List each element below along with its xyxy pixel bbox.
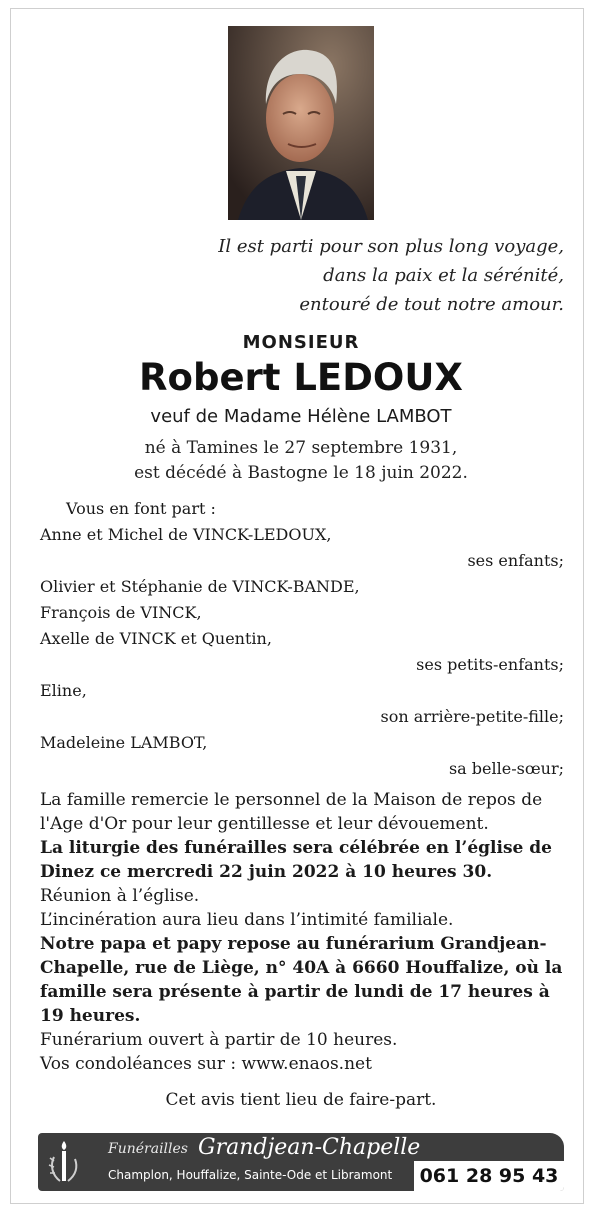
funerarium-paragraph: Notre papa et papy repose au funérarium Grandjean-Chapelle, rue de Liège, n° 40A à 6660 Houffalize, où la famille sera présente à partir de lundi de 17 heures à 19 heures.	[40, 934, 563, 1026]
family-member: Axelle de VINCK et Quentin,	[40, 629, 272, 648]
family-member: François de VINCK,	[40, 603, 202, 622]
family-member: Anne et Michel de VINCK-LEDOUX,	[40, 525, 332, 544]
meeting-paragraph: Réunion à l’église.	[40, 886, 200, 906]
death-line: est décédé à Bastogne le 18 juin 2022.	[134, 463, 468, 483]
widower-line: veuf de Madame Hélène LAMBOT	[150, 406, 452, 427]
family-relation: ses enfants;	[467, 551, 564, 570]
funeral-paragraph: La liturgie des funérailles sera célébrée en l’église de Dinez ce mercredi 22 juin 2022 à 10 heures 30.	[40, 838, 552, 882]
family-member: Eline,	[40, 681, 87, 700]
honorific: MONSIEUR	[242, 332, 360, 353]
thanks-paragraph: La famille remercie le personnel de la Maison de repos de l'Age d'Or pour leur gentillesse et leur dévouement.	[40, 790, 543, 834]
candle-wheat-icon	[46, 1139, 82, 1185]
phone-number: 061 28 95 43	[414, 1161, 564, 1191]
opening-paragraph: Funérarium ouvert à partir de 10 heures.	[40, 1030, 398, 1050]
condolences-paragraph: Vos condoléances sur : www.enaos.net	[40, 1054, 372, 1074]
funeral-home-banner	[38, 1133, 564, 1191]
memorial-quote	[218, 232, 564, 319]
closing-note: Cet avis tient lieu de faire-part.	[165, 1090, 437, 1110]
quote-line: dans la paix et la sérénité,	[323, 265, 564, 286]
cremation-paragraph: L’incinération aura lieu dans l’intimité familiale.	[40, 910, 454, 930]
family-member: Olivier et Stéphanie de VINCK-BANDE,	[40, 577, 360, 596]
family-relation: sa belle-sœur;	[448, 759, 564, 778]
brand-name: Grandjean-Chapelle	[198, 1135, 421, 1160]
family-intro: Vous en font part :	[66, 499, 216, 518]
locations: Champlon, Houffalize, Sainte-Ode et Libramont	[108, 1168, 393, 1182]
family-relation: ses petits-enfants;	[416, 655, 564, 674]
brand-prefix: Funérailles	[108, 1141, 188, 1157]
family-member: Madeleine LAMBOT,	[40, 733, 208, 752]
deceased-name: Robert LEDOUX	[139, 356, 463, 399]
portrait-photo	[228, 26, 374, 220]
portrait-illustration	[228, 26, 374, 220]
announcement-text	[40, 788, 566, 1076]
quote-line: Il est parti pour son plus long voyage,	[218, 236, 564, 257]
family-list	[40, 496, 564, 782]
quote-line: entouré de tout notre amour.	[299, 294, 564, 315]
family-relation: son arrière-petite-fille;	[380, 707, 564, 726]
birth-death-info	[0, 436, 590, 486]
birth-line: né à Tamines le 27 septembre 1931,	[144, 438, 458, 458]
